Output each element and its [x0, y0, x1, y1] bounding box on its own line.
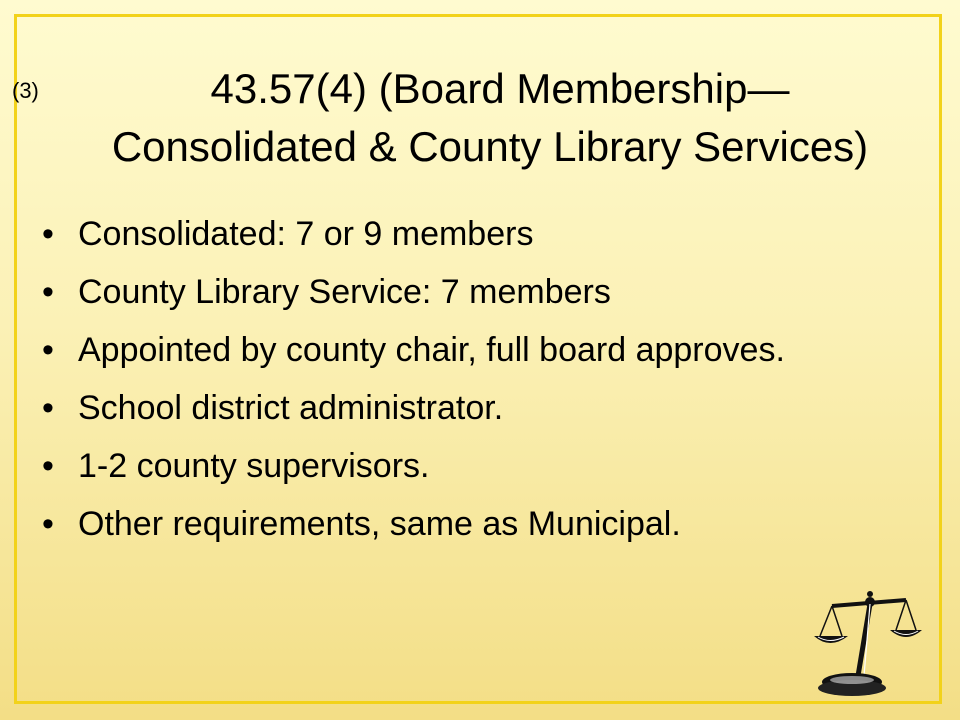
- slide-title: [30, 60, 950, 176]
- bullet-item: • County Library Service: 7 members: [40, 270, 820, 314]
- bullet-item: • Appointed by county chair, full board approves.: [40, 328, 820, 372]
- bullet-item: • Other requirements, same as Municipal.: [40, 502, 820, 546]
- bullet-item: • Consolidated: 7 or 9 members: [40, 212, 820, 256]
- bullet-item: • School district administrator.: [40, 386, 820, 430]
- title-line-2: Consolidated & County Library Services): [111, 123, 869, 170]
- scales-of-justice-icon: [812, 584, 924, 700]
- slide-number: (3): [12, 78, 39, 103]
- title-line-1: 43.57(4) (Board Membership—: [210, 65, 790, 112]
- bullet-list: [40, 212, 820, 560]
- bullet-item: • 1-2 county supervisors.: [40, 444, 820, 488]
